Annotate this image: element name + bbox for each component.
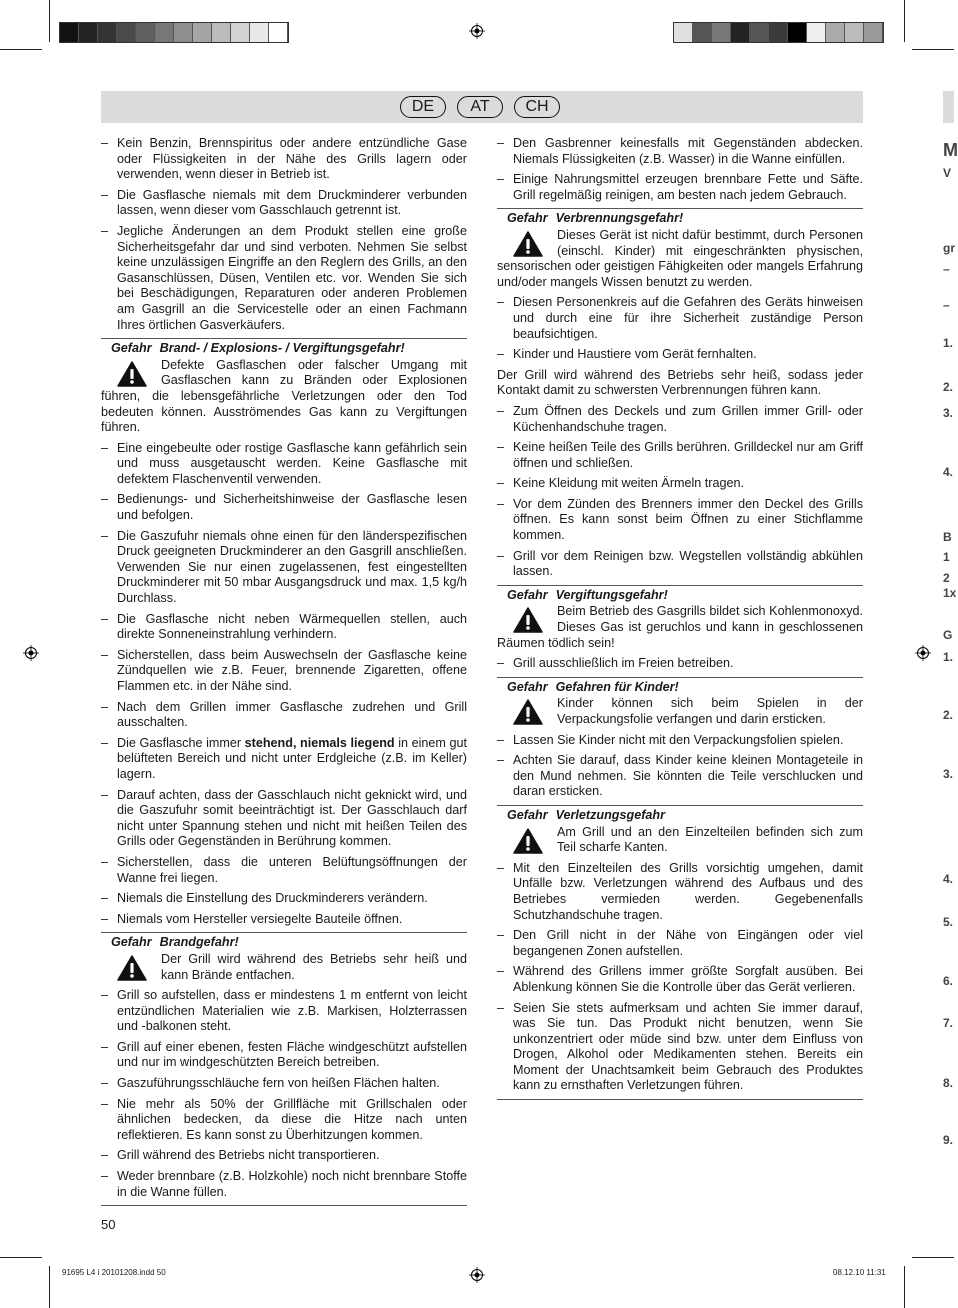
warning-heading [497,211,863,227]
edge-fragment: 2 [943,571,950,585]
list-item: – Den Grill nicht in der Nähe von Eingängen oder viel begangenen Zonen aufstellen. [497,928,863,959]
edge-fragment: V [943,166,952,180]
crop-mark [904,0,905,42]
list-item: – Diesen Personenkreis auf die Gefahren des Geräts hinweisen und durch eine für ihre Sicherheit zuständige Person beaufsichtigen. [497,295,863,342]
warning-label: Gefahr [111,935,152,950]
list-item: – Grill ausschließlich im Freien betreiben. [497,656,863,672]
edge-fragment: 2. [943,708,954,722]
warning-text-content: Der Grill wird während des Betriebs sehr heiß und kann Brände entfachen. [161,951,467,982]
footer-datetime: 08.12.10 11:31 [833,1268,886,1277]
warning-title: Brandgefahr! [159,935,239,950]
color-bar-left [59,22,289,43]
list-item: – Nach dem Grillen immer Gasflasche zudrehen und Grill ausschalten. [101,700,467,731]
warning-triangle-icon [117,361,147,387]
paragraph: Der Grill wird während des Betriebs sehr heiß, sodass jeder Kontakt damit zu schwersten Verbrennungen führen kann. [497,367,863,398]
list-item: – Vor dem Zünden des Brenners immer den Deckel des Grills öffnen. Es kann sonst beim Öffnen zu einer Stichflamme kommen. [497,497,863,544]
warning-heading [497,588,863,604]
warning-title: Verbrennungsgefahr! [555,211,684,226]
list-item: – Mit den Einzelteilen des Grills vorsichtig umgehen, damit Unfälle bzw. Verletzungen während des Aufbaus und des Betriebes vermieden werden. Gegebenenfalls Schutzhandschuhe tragen. [497,861,863,923]
language-badge: CH [514,96,560,118]
warning-block [497,805,863,856]
list-item [101,736,467,783]
crop-mark [912,49,954,50]
language-badge: DE [400,96,446,118]
warning-label: Gefahr [507,211,548,226]
warning-block [497,208,863,290]
list-item: – Jegliche Änderungen an dem Produkt stellen eine große Sicherheitsgefahr dar und sind verboten. Nehmen Sie selbst keine unzulässigen Eingriffe an den Reglern des Grills, an den Gasanschlüssen, Düsen, Ventilen etc. vor. Wenden Sie sich bei Beschädigungen, Reparaturen oder anderen Problemen am Gasgrill an die Servicestelle oder an einen Fachmann Ihres örtlichen Gasverkäufers. [101,224,467,333]
warning-text-content: Dieses Gerät ist nicht dafür bestimmt, durch Personen (einschl. Kinder) mit eingeschränkten physischen, sensorischen oder geistigen Fähigkeiten oder mangels Erfahrung und/oder mangels Wissen benutzt zu werden. [497,227,863,289]
crop-mark [904,1266,905,1308]
edge-fragment: B [943,530,952,544]
list-item: – Eine eingebeulte oder rostige Gasflasche kann gefährlich sein und muss ausgetauscht werden. Keine Gasflasche mit defektem Flaschenventil verwenden. [101,441,467,488]
edge-fragment: gr [943,241,955,255]
edge-fragment: – [943,262,950,276]
list-item: – Grill vor dem Reinigen bzw. Wegstellen vollständig abkühlen lassen. [497,549,863,580]
warning-label: Gefahr [507,587,548,602]
crop-mark [0,49,42,50]
column-end-rule [101,1205,467,1206]
warning-label: Gefahr [111,341,152,356]
list-item: – Sicherstellen, dass beim Auswechseln der Gasflasche keine Zündquellen wie z.B. Feuer, brennende Zigaretten, offene Flammen etc. in der Nähe sind. [101,648,467,695]
list-item: – Keine heißen Teile des Grills berühren. Grilldeckel nur am Griff öffnen und schließen. [497,440,863,471]
edge-fragment: 7. [943,1016,954,1030]
warning-label: Gefahr [507,679,548,694]
list-item: – Grill auf einer ebenen, festen Fläche windgeschützt aufstellen und nur im windgeschützten Bereich betreiben. [101,1040,467,1071]
warning-title: Gefahren für Kinder! [555,679,679,694]
warning-triangle-icon [513,828,543,854]
list-item: – Niemals vom Hersteller versiegelte Bauteile öffnen. [101,912,467,928]
edge-fragment: 4. [943,872,954,886]
list-item: – Kein Benzin, Brennspiritus oder andere entzündliche Gase oder Flüssigkeiten in der Nähe des Grills lagern oder verwenden, wenn dieser in Betrieb ist. [101,136,467,183]
list-item-text: in einem gut belüfteten Bereich und nicht unter Erdgleiche (z.B. im Keller) lagern. [117,735,467,781]
list-item: – Die Gaszufuhr niemals ohne einen für den länderspezifischen Druck geeigneten Druckminderer an den Gasgrill anschließen. Verwenden Sie nur einen zugelassenen, fest eingestellten Druckminderer mit 50 mbar Ausgangsdruck und max. 1,5 kg/h Durchlass. [101,529,467,607]
registration-mark-icon [915,645,931,661]
warning-title: Brand- / Explosions- / Vergiftungsgefahr! [159,341,405,356]
list-item: – Den Gasbrenner keinesfalls mit Gegenständen abdecken. Niemals Flüssigkeiten (z.B. Wasser) in die Wanne einfüllen. [497,136,863,167]
left-column [101,136,467,1206]
warning-heading [497,808,863,824]
edge-fragment: 1. [943,650,954,664]
language-badges [400,96,560,118]
list-item-text: Die Gasflasche immer [117,735,245,750]
page-number: 50 [101,1217,116,1232]
list-item: – Kinder und Haustiere vom Gerät fernhalten. [497,347,863,363]
list-item: – Einige Nahrungsmittel erzeugen brennbare Fette und Säfte. Grill regelmäßig reinigen, am besten nach jedem Gebrauch. [497,172,863,203]
warning-text [497,604,863,651]
edge-fragment: 3. [943,767,954,781]
language-badge: AT [457,96,503,118]
edge-fragment: 9. [943,1133,954,1147]
language-header-bar-edge [943,91,954,123]
warning-label: Gefahr [507,807,548,822]
edge-fragment: 3. [943,406,954,420]
list-item: – Zum Öffnen des Deckels und zum Grillen immer Grill- oder Küchenhandschuhe tragen. [497,404,863,435]
warning-text [101,952,467,983]
list-item: – Nie mehr als 50% der Grillfläche mit Grillschalen oder ähnlichen bedecken, da diese die Hitze nach unten reflektieren. Es kann sonst zu Überhitzungen kommen. [101,1097,467,1144]
edge-fragment: 2. [943,380,954,394]
edge-fragment: 6. [943,974,954,988]
right-column [497,136,863,1100]
list-item: – Grill während des Betriebs nicht transportieren. [101,1148,467,1164]
footer-file-info: 91695 L4 i 20101208.indd 50 [62,1268,166,1277]
column-end-rule [497,1099,863,1100]
warning-triangle-icon [513,607,543,633]
list-item: – Die Gasflasche niemals mit dem Druckminderer verbunden lassen, wenn dieser vom Gasschlauch getrennt ist. [101,188,467,219]
list-item: – Darauf achten, dass der Gasschlauch nicht geknickt wird, und die Gaszufuhr somit beeinträchtigt ist. Der Gasschlauch darf nicht unter Spannung stehen und nicht mit heißen Teilen des Grills oder Gegenständen in Berührung kommen. [101,788,467,850]
crop-mark [0,1257,42,1258]
warning-triangle-icon [513,231,543,257]
registration-mark-icon [469,1267,485,1283]
warning-triangle-icon [513,699,543,725]
warning-text [497,696,863,727]
edge-fragment: 8. [943,1076,954,1090]
list-item: – Lassen Sie Kinder nicht mit den Verpackungsfolien spielen. [497,733,863,749]
list-item: – Weder brennbare (z.B. Holzkohle) noch nicht brennbare Stoffe in die Wanne füllen. [101,1169,467,1200]
list-item: – Die Gasflasche nicht neben Wärmequellen stellen, auch direkte Sonneneinstrahlung verhindern. [101,612,467,643]
edge-fragment: 1. [943,336,954,350]
color-bar-right [673,22,884,43]
crop-mark [912,1257,954,1258]
registration-mark-icon [469,23,485,39]
list-item: – Sicherstellen, dass die unteren Belüftungsöffnungen der Wanne frei liegen. [101,855,467,886]
list-item: – Während des Grillens immer größte Sorgfalt ausüben. Bei Ablenkung können Sie die Kontrolle über das Gerät verlieren. [497,964,863,995]
warning-heading [101,935,467,951]
warning-block [497,585,863,651]
warning-text-content: Kinder können sich beim Spielen in der Verpackungsfolie verfangen und darin ersticken. [557,696,863,726]
warning-triangle-icon [117,955,147,981]
edge-fragment: 5. [943,915,954,929]
warning-title: Vergiftungsgefahr! [555,587,668,602]
warning-text [497,228,863,290]
list-item: – Bedienungs- und Sicherheitshinweise der Gasflasche lesen und befolgen. [101,492,467,523]
warning-heading [497,680,863,696]
list-item: – Keine Kleidung mit weiten Ärmeln tragen. [497,476,863,492]
list-item: – Niemals die Einstellung des Druckminderers verändern. [101,891,467,907]
edge-fragment: – [943,298,950,312]
list-item: – Achten Sie darauf, dass Kinder keine kleinen Montageteile in den Mund nehmen. Sie könnten die Teile verschlucken und daran ersticken. [497,753,863,800]
list-item: – Seien Sie stets aufmerksam und achten Sie immer darauf, was Sie tun. Das Produkt nicht benutzen, wenn Sie unkonzentriert oder müde sind bzw. unter dem Einfluss von Drogen, Alkohol oder Medikamenten stehen. Bereits ein Moment der Unachtsamkeit beim Gebrauch des Produktes kann zu ernsthaften Verletzungen führen. [497,1001,863,1095]
edge-fragment: 1 [943,550,950,564]
warning-block [101,932,467,983]
warning-text [101,358,467,436]
crop-mark [49,1266,50,1308]
edge-fragment: 1x [943,586,957,600]
warning-text [497,825,863,856]
list-item: – Gaszuführungsschläuche fern von heißen Flächen halten. [101,1076,467,1092]
warning-heading [101,341,467,357]
warning-text-content: Defekte Gasflaschen oder falscher Umgang mit Gasflaschen kann zu Bränden oder Explosionen führen, die lebensgefährliche Verletzungen oder den Tod bedeuten können. Ausströmendes Gas kann zu Vergiftungen führen. [101,357,467,435]
warning-text-content: Am Grill und an den Einzelteilen befinden sich zum Teil scharfe Kanten. [557,824,863,855]
registration-mark-icon [23,645,39,661]
warning-text-content: Beim Betrieb des Gasgrills bildet sich Kohlenmonoxyd. Dieses Gas ist geruchlos und kann in geschlossenen Räumen tödlich sein! [497,604,863,650]
edge-fragment: G [943,628,953,642]
warning-block [101,338,467,436]
list-item: – Grill so aufstellen, dass er mindestens 1 m entfernt von leicht entzündlichen Materialien wie z.B. Markisen, Holzterrassen und -balkonen steht. [101,988,467,1035]
warning-title: Verletzungsgefahr [555,807,665,822]
warning-block [497,677,863,728]
edge-fragment: 4. [943,465,954,479]
edge-fragment: M [943,140,958,160]
list-item-emphasis: stehend, niemals liegend [244,735,395,750]
crop-mark [49,0,50,42]
